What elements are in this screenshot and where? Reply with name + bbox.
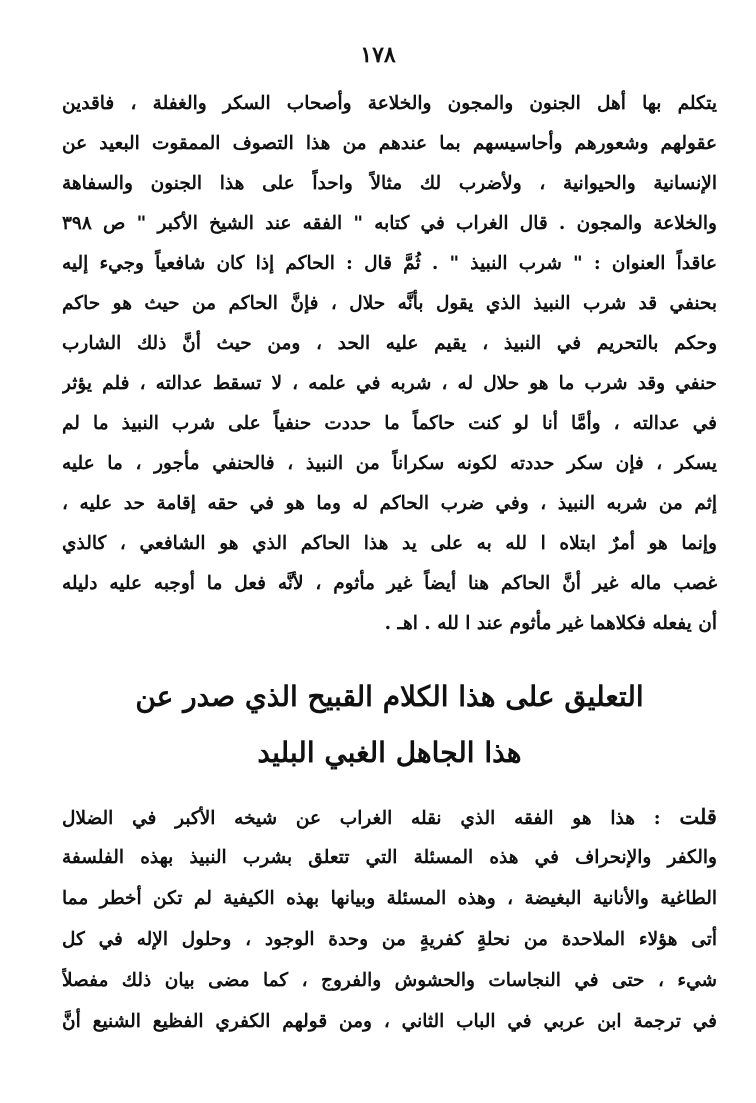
section-heading-line-2: هذا الجاهل الغبي البليد (257, 736, 522, 769)
text-line: عقولهم وشعورهم وأحاسيسهم بما عندهم من هذا التصوف الممقوت البعيد عن (62, 133, 717, 154)
text-line: غصب ماله غير أنَّ الحاكم هنا أيضاً غير مأثوم ، لأنَّه فعل ما أوجبه عليه دليله (62, 573, 717, 594)
text-line: يسكر ، فإن سكر حددته لكونه سكراناً من النبيذ ، فالحنفي مأجور ، ما عليه (62, 453, 717, 474)
text-line: في ترجمة ابن عربي في الباب الثاني ، ومن قولهم الكفري الفظيع الشنيع أنَّ (62, 1011, 717, 1032)
text-line: في عدالته ، وأمَّا أنا لو كنت حاكماً ما حددت حنفياً على شرب النبيذ ما لم (62, 413, 717, 434)
first-line-rest: : هذا هو الفقه الذي نقله الغراب عن شيخه الأكبر في الضلال (62, 808, 661, 829)
section-heading-line-1: التعليق على هذا الكلام القبيح الذي صدر عن (135, 680, 644, 713)
text-line: أتى هؤلاء الملاحدة من نحلةٍ كفريةٍ من وحدة الوجود ، وحلول الإله في كل (62, 929, 717, 950)
text-line: بحنفي قد شرب النبيذ الذي يقول بأنَّه حلال ، فإنَّ الحاكم من حيث هو حاكم (62, 293, 717, 314)
lead-word-qultu: قلت (679, 804, 717, 829)
text-line: عاقداً العنوان : " شرب النبيذ " . ثُمَّ قال : الحاكم إذا كان شافعياً وجيء إليه (62, 253, 717, 274)
page-number: ١٧٨ (360, 42, 396, 68)
text-line: الإنسانية والحيوانية ، ولأضرب لك مثالاً واحداً على هذا الجنون والسفاهة (62, 173, 717, 194)
text-line: شيء ، حتى في النجاسات والحشوش والفروج ، كما مضى بيان ذلك مفصلاً (62, 970, 717, 991)
text-line: إثم من شربه النبيذ ، وفي ضرب الحاكم له وما هو في حقه إقامة حد عليه ، (62, 493, 717, 514)
text-line: والكفر والإنحراف في هذه المسئلة التي تتعلق بشرب النبيذ بهذه الفلسفة (62, 847, 717, 868)
text-line: حنفي وقد شرب ما هو حلال له ، شربه في علمه ، لا تسقط عدالته ، فلم يؤثر (62, 373, 717, 394)
text-line-last: أن يفعله فكلاهما غير مأثوم عند ا لله . اهـ . (384, 613, 717, 634)
text-line: وحكم بالتحريم في النبيذ ، يقيم عليه الحد ، ومن حيث أنَّ ذلك الشارب (62, 333, 717, 354)
text-line: الطاغية والأنانية البغيضة ، وهذه المسئلة وبيانها بهذه الكيفية لم تكن أخطر مما (62, 888, 717, 909)
paragraph-commentary (62, 796, 717, 1042)
text-line: يتكلم بها أهل الجنون والمجون والخلاعة وأصحاب السكر والغفلة ، فاقدين (62, 93, 717, 114)
text-line-first (62, 796, 717, 837)
paragraph-quote (62, 84, 717, 644)
text-line: وإنما هو أمرٌ ابتلاه ا لله به على يد هذا الحاكم الذي هو الشافعي ، كالذي (62, 533, 717, 554)
text-line: والخلاعة والمجون . قال الغراب في كتابه " الفقه عند الشيخ الأكبر " ص ٣٩٨ (62, 213, 717, 234)
